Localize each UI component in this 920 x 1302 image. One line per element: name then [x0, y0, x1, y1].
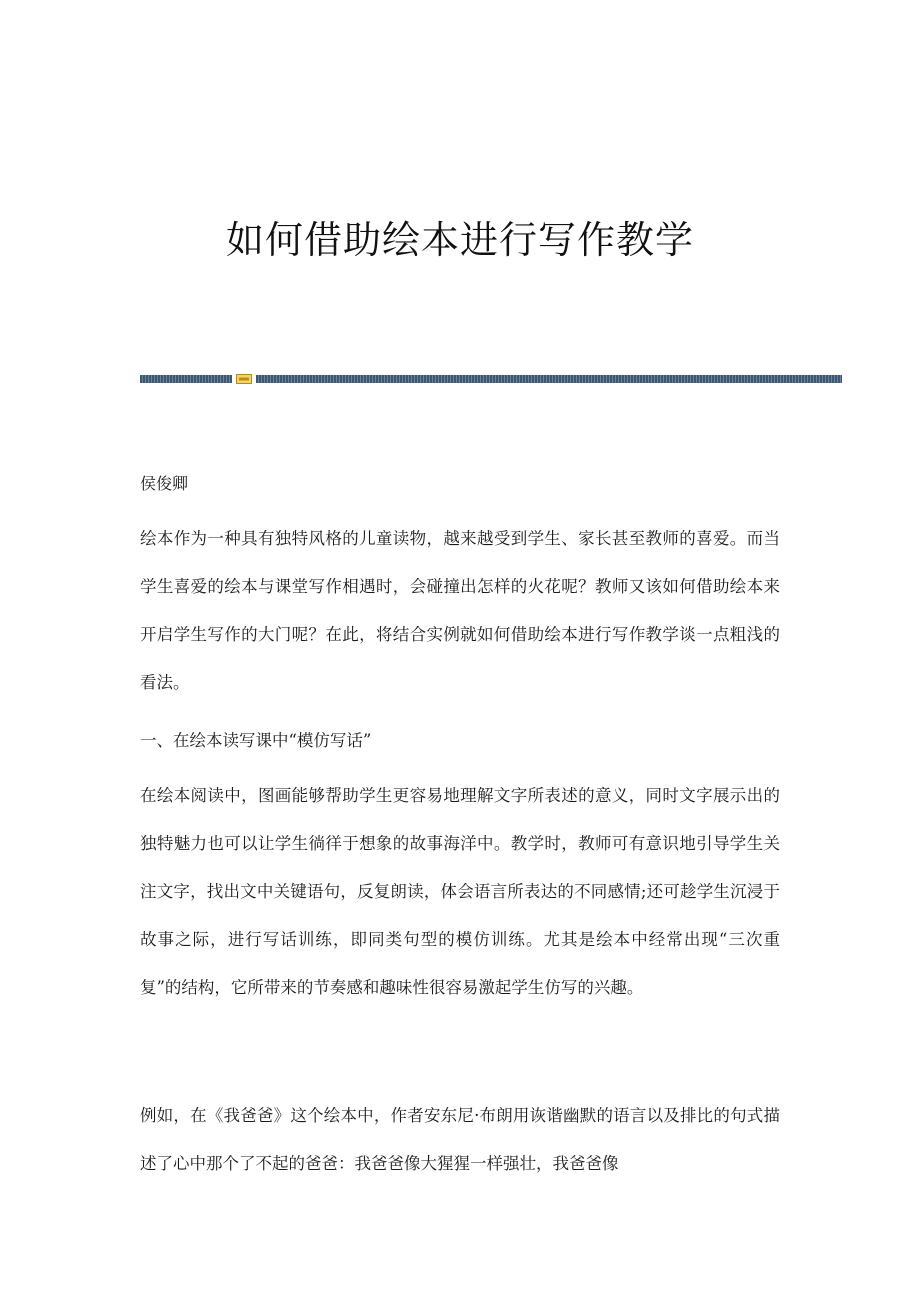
example-paragraph: 例如，在《我爸爸》这个绘本中，作者安东尼·布朗用诙谐幽默的语言以及排比的句式描述了心中那个了不起的爸爸：我爸爸像大猩猩一样强壮，我爸爸像 — [140, 1106, 780, 1173]
document-title: 如何借助绘本进行写作教学 — [225, 218, 694, 262]
section-heading: 一、在绘本读写课中“模仿写话” — [140, 731, 372, 750]
divider-bar-left — [140, 375, 232, 383]
section-paragraph: 在绘本阅读中，图画能够帮助学生更容易地理解文字所表述的意义，同时文字展示出的独特魅力也可以让学生徜徉于想象的故事海洋中。教学时，教师可有意识地引导学生关注文字，找出文中关键语句，反复朗读，体会语言所表达的不同感情;还可趁学生沉浸于故事之际，进行写话训练，即同类句型的模仿训练。尤其是绘本中经常出现“三次重复”的结构，它所带来的节奏感和趣味性很容易激起学生仿写的兴趣。 — [140, 786, 780, 997]
intro-paragraph: 绘本作为一种具有独特风格的儿童读物，越来越受到学生、家长甚至教师的喜爱。而当学生喜爱的绘本与课堂写作相遇时，会碰撞出怎样的火花呢？教师又该如何借助绘本来开启学生写作的大门呢？在此，将结合实例就如何借助绘本进行写作教学谈一点粗浅的看法。 — [140, 529, 780, 692]
divider-bar-right — [256, 375, 842, 383]
divider-ornament-icon — [236, 374, 252, 384]
author-name: 侯俊卿 — [140, 474, 189, 493]
title-divider — [140, 374, 842, 384]
